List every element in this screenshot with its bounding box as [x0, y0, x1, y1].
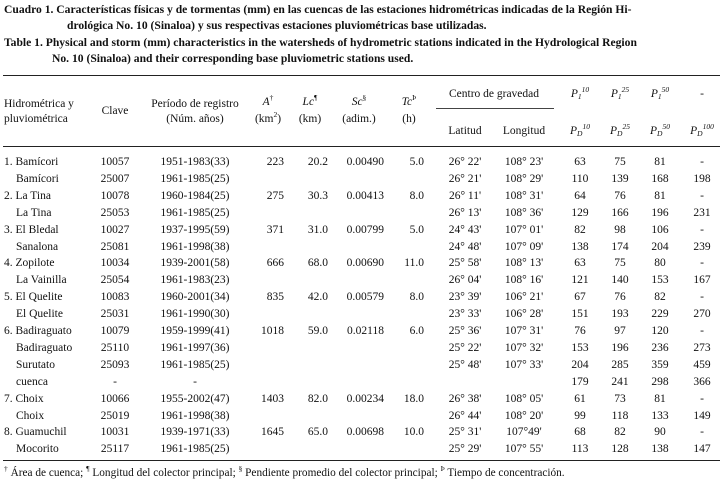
cell-clave: 25019: [100, 410, 130, 422]
cell-lon: 107° 33': [504, 359, 544, 371]
cell-area: 275: [266, 190, 284, 202]
cell-p10: 82: [574, 224, 586, 236]
cell-lat: 24° 48': [448, 241, 482, 253]
cell-tc: 18.0: [403, 393, 424, 405]
cell-area: 1018: [261, 325, 284, 337]
cell-p100: 270: [693, 308, 711, 320]
table-footnote: [4, 464, 565, 479]
cell-p10: 113: [571, 443, 589, 455]
header-periodo-1: Período de registro: [151, 98, 239, 110]
cell-p100: -: [700, 291, 704, 303]
cell-tc: 8.0: [409, 190, 424, 202]
cell-clave: 25053: [100, 207, 130, 219]
caption-en-line-1: Table 1. Physical and storm (mm) characteristics in the watersheds of hydrometric stations indicated in the Hydrological Region: [4, 36, 637, 49]
cell-sc: 0.00579: [346, 291, 384, 303]
cell-lon: 107° 09': [504, 241, 544, 253]
cell-p25: 174: [611, 241, 629, 253]
cell-station: Choix: [16, 410, 45, 422]
header-bottom-rule: [3, 146, 720, 147]
cell-lat: 26° 22': [448, 156, 482, 168]
cell-p10: 68: [574, 426, 586, 438]
cell-periodo: 1951-1983(33): [160, 156, 230, 168]
cell-station: Sanalona: [16, 241, 59, 253]
cell-lat: 25° 31': [448, 426, 482, 438]
cell-p10: 99: [574, 410, 586, 422]
cell-periodo: 1939-2001(58): [160, 257, 230, 269]
cell-lon: 108° 31': [504, 190, 544, 202]
cell-station: 8. Guamuchil: [4, 426, 67, 438]
cell-p10: 67: [574, 291, 586, 303]
cell-area: 835: [266, 291, 284, 303]
cell-lon: 106° 21': [504, 291, 544, 303]
cell-sc: 0.00490: [346, 156, 384, 168]
cell-station: Bamícori: [16, 173, 59, 185]
cell-p50: 81: [654, 393, 666, 405]
header-centro-gravedad: Centro de gravedad: [448, 88, 540, 100]
cell-clave: 10079: [100, 325, 130, 337]
caption-spanish: [4, 2, 720, 34]
cell-p25: 140: [611, 274, 629, 286]
cell-lon: 108° 20': [504, 410, 544, 422]
cell-area: 371: [266, 224, 284, 236]
cell-p25: 166: [611, 207, 629, 219]
cell-periodo: 1961-1998(38): [160, 241, 230, 253]
cell-lon: 108° 23': [504, 156, 544, 168]
header-lc: Lc¶: [302, 93, 318, 108]
cell-lat: 26° 11': [448, 190, 482, 202]
cell-clave: 10034: [100, 257, 130, 269]
header-station-1: Hidrométrica y: [4, 98, 74, 110]
cell-lc: 82.0: [307, 393, 328, 405]
header-area: A†: [262, 93, 274, 108]
cell-clave: 25093: [100, 359, 130, 371]
cell-p10: 76: [574, 325, 586, 337]
cell-lat: 25° 58': [448, 257, 482, 269]
cell-clave: 25081: [100, 241, 130, 253]
cell-station: La Tina: [16, 207, 52, 219]
cell-clave: 10031: [100, 426, 130, 438]
cell-area: 666: [266, 257, 284, 269]
cell-p100: -: [700, 190, 704, 202]
cell-p50: 138: [651, 443, 669, 455]
cell-p25: 82: [614, 426, 626, 438]
cell-area: 223: [266, 156, 284, 168]
footnote-symbol-tc: Þ: [440, 464, 445, 473]
cell-tc: 11.0: [404, 257, 424, 269]
cell-p50: 168: [651, 173, 669, 185]
header-p1-100-dash: -: [700, 88, 704, 100]
cell-p50: 90: [654, 426, 666, 438]
cell-periodo: 1961-1985(25): [160, 173, 230, 185]
cell-area: 1403: [261, 393, 284, 405]
cell-p25: 128: [611, 443, 629, 455]
cell-p50: 82: [654, 291, 666, 303]
cell-clave: 25007: [100, 173, 130, 185]
cell-station: Surutato: [16, 359, 55, 371]
cell-p10: 61: [574, 393, 586, 405]
cell-periodo: 1955-2002(47): [160, 393, 230, 405]
header-lc-unit: (km): [298, 113, 322, 125]
cell-p50: 236: [651, 342, 669, 354]
cell-clave: 25054: [100, 274, 130, 286]
cell-p50: 81: [654, 156, 666, 168]
footnote-area: Área de cuenca;: [7, 467, 87, 479]
cell-p10: 138: [571, 241, 589, 253]
cell-p100: -: [700, 257, 704, 269]
header-station-2: pluviométrica: [4, 113, 68, 125]
header-p1-25: $P_1^{25}$: [610, 85, 630, 101]
cell-lat: 24° 43': [448, 224, 482, 236]
cell-p100: 198: [693, 173, 711, 185]
cell-clave: 10078: [100, 190, 130, 202]
caption-es-line-1: Cuadro 1. Características físicas y de tormentas (mm) en las cuencas de las estaciones hidrométricas indicadas de la Región Hi-: [4, 3, 632, 16]
cell-station: El Quelite: [16, 308, 63, 320]
cell-p25: 285: [611, 359, 629, 371]
cell-clave: 10083: [100, 291, 130, 303]
cell-lat: 26° 21': [448, 173, 482, 185]
cell-p100: -: [700, 325, 704, 337]
cell-p50: 106: [651, 224, 669, 236]
header-pd-25: $P_D^{25}$: [610, 122, 630, 138]
cell-lon: 107° 32': [504, 342, 544, 354]
cell-p10: 153: [571, 342, 589, 354]
cell-p100: 147: [693, 443, 711, 455]
cell-p50: 359: [651, 359, 669, 371]
header-pd-10: $P_D^{10}$: [570, 122, 590, 138]
header-area-unit: $(km^2)$: [254, 110, 282, 125]
cell-p50: 196: [651, 207, 669, 219]
cell-p100: 273: [693, 342, 711, 354]
cell-station: Mocorito: [16, 443, 59, 455]
cell-p50: 81: [654, 190, 666, 202]
header-pd-100: $P_D^{100}$: [690, 122, 714, 138]
header-longitud: Longitud: [502, 125, 546, 137]
cell-lat: 26° 04': [448, 274, 482, 286]
cell-periodo: -: [193, 376, 197, 388]
cell-periodo: 1961-1998(38): [160, 410, 230, 422]
cell-station: 6. Badiraguato: [4, 325, 72, 337]
cell-p50: 204: [651, 241, 669, 253]
cell-lc: 68.0: [307, 257, 328, 269]
cell-lat: 26° 38': [448, 393, 482, 405]
header-centro-rule: [436, 108, 554, 109]
cell-p10: 121: [571, 274, 589, 286]
cell-p100: -: [700, 224, 704, 236]
cell-p10: 179: [571, 376, 589, 388]
cell-lon: 107° 01': [504, 224, 544, 236]
header-periodo-2: (Núm. años): [166, 113, 224, 125]
cell-p25: 76: [614, 190, 626, 202]
cell-lon: 108° 05': [504, 393, 544, 405]
cell-periodo: 1939-1971(33): [160, 426, 230, 438]
footnote-symbol-sc: §: [238, 464, 243, 473]
caption-en-line-2: No. 10 (Sinaloa) and their corresponding base pluviometric stations used.: [52, 52, 414, 65]
cell-lat: 26° 44': [448, 410, 482, 422]
cell-p25: 98: [614, 224, 626, 236]
cell-sc: 0.00413: [346, 190, 384, 202]
header-sc: Sc§: [351, 93, 367, 108]
cell-periodo: 1961-1985(25): [160, 207, 230, 219]
header-sc-unit: (adim.): [342, 113, 376, 125]
cell-area: 1645: [261, 426, 284, 438]
cell-sc: 0.02118: [347, 325, 384, 337]
cell-tc: 10.0: [403, 426, 424, 438]
cell-p25: 76: [614, 291, 626, 303]
cell-p100: -: [700, 156, 704, 168]
header-p1-10: $P_1^{10}$: [570, 85, 590, 101]
cell-p100: -: [700, 426, 704, 438]
cell-station: 7. Choix: [4, 393, 44, 405]
footnote-sc: Pendiente promedio del colector principal;: [242, 467, 441, 479]
cell-lat: 25° 36': [448, 325, 482, 337]
cell-tc: 8.0: [409, 291, 424, 303]
cell-p25: 118: [611, 410, 629, 422]
cell-lat: 26° 13': [448, 207, 482, 219]
cell-clave: 25031: [100, 308, 130, 320]
cell-sc: 0.00234: [346, 393, 384, 405]
footnote-tc: Tiempo de concentración.: [444, 467, 565, 479]
footnote-symbol-lc: ¶: [86, 464, 90, 473]
header-tc-unit: (h): [402, 113, 416, 125]
header-p1-50: $P_1^{50}$: [650, 85, 670, 101]
cell-p25: 75: [614, 156, 626, 168]
cell-p25: 193: [611, 308, 629, 320]
cell-p100: 231: [693, 207, 711, 219]
cell-periodo: 1961-1985(25): [160, 359, 230, 371]
cell-lon: 108° 16': [504, 274, 544, 286]
cell-lon: 107° 31': [504, 325, 544, 337]
cell-periodo: 1961-1985(25): [160, 443, 230, 455]
cell-clave: 10066: [100, 393, 130, 405]
header-latitud: Latitud: [448, 125, 482, 137]
cell-clave: 10057: [100, 156, 130, 168]
cell-p100: -: [700, 393, 704, 405]
cell-p10: 64: [574, 190, 586, 202]
cell-periodo: 1961-1997(36): [160, 342, 230, 354]
cell-sc: 0.00690: [346, 257, 384, 269]
cell-station: 2. La Tina: [4, 190, 51, 202]
cell-p100: 149: [693, 410, 711, 422]
footnote-lc: Longitud del colector principal;: [89, 467, 239, 479]
cell-lc: 30.3: [307, 190, 328, 202]
cell-clave: -: [113, 376, 117, 388]
cell-p100: 239: [693, 241, 711, 253]
cell-lon: 107° 55': [504, 443, 544, 455]
table-top-rule: [3, 75, 720, 76]
cell-periodo: 1960-2001(34): [160, 291, 230, 303]
header-tc: $Tc^Þ$: [401, 93, 417, 108]
cell-p50: 80: [654, 257, 666, 269]
cell-p10: 110: [571, 173, 589, 185]
cell-sc: 0.00698: [346, 426, 384, 438]
cell-lon: 108° 36': [504, 207, 544, 219]
cell-lat: 23° 39': [448, 291, 482, 303]
cell-p25: 139: [611, 173, 629, 185]
header-clave: Clave: [101, 105, 129, 117]
cell-p50: 120: [651, 325, 669, 337]
cell-periodo: 1960-1984(25): [160, 190, 230, 202]
cell-p10: 151: [571, 308, 589, 320]
header-pd-50: $P_D^{50}$: [650, 122, 670, 138]
cell-tc: 5.0: [409, 224, 424, 236]
cell-p25: 73: [614, 393, 626, 405]
cell-station: 3. El Bledal: [4, 224, 59, 236]
cell-lc: 65.0: [307, 426, 328, 438]
cell-p100: 459: [693, 359, 711, 371]
cell-tc: 5.0: [409, 156, 424, 168]
cell-station: 4. Zopilote: [4, 257, 55, 269]
cell-station: Badiraguato: [16, 342, 73, 354]
cell-lon: 108° 13': [504, 257, 544, 269]
cell-lon: 106° 28': [504, 308, 544, 320]
cell-station: La Vainilla: [16, 274, 67, 286]
cell-p25: 75: [614, 257, 626, 269]
footnote-symbol-area: †: [4, 464, 8, 473]
cell-p10: 129: [571, 207, 589, 219]
cell-clave: 25110: [100, 342, 130, 354]
cell-clave: 25117: [100, 443, 130, 455]
cell-lat: 25° 22': [448, 342, 482, 354]
cell-p50: 229: [651, 308, 669, 320]
cell-lon: 107°49': [506, 426, 542, 438]
caption-english: [4, 35, 720, 67]
cell-p10: 63: [574, 257, 586, 269]
cell-lc: 59.0: [307, 325, 328, 337]
cell-lc: 42.0: [307, 291, 328, 303]
cell-lat: 25° 48': [448, 359, 482, 371]
cell-lat: 25° 29': [448, 443, 482, 455]
cell-lc: 20.2: [307, 156, 328, 168]
cell-p50: 153: [651, 274, 669, 286]
cell-p50: 298: [651, 376, 669, 388]
cell-lat: 23° 33': [448, 308, 482, 320]
cell-p10: 63: [574, 156, 586, 168]
cell-periodo: 1961-1983(23): [160, 274, 230, 286]
cell-p10: 204: [571, 359, 589, 371]
cell-p25: 241: [611, 376, 629, 388]
cell-p25: 97: [614, 325, 626, 337]
caption-es-line-2: drológica No. 10 (Sinaloa) y sus respectivas estaciones pluviométricas base utilizadas.: [67, 19, 487, 32]
cell-station: cuenca: [16, 376, 48, 388]
cell-tc: 6.0: [409, 325, 424, 337]
cell-clave: 10027: [100, 224, 130, 236]
table-bottom-rule: [3, 460, 720, 461]
cell-lc: 31.0: [307, 224, 328, 236]
cell-p100: 167: [693, 274, 711, 286]
cell-periodo: 1959-1999(41): [160, 325, 230, 337]
cell-station: 1. Bamícori: [4, 156, 59, 168]
cell-periodo: 1937-1995(59): [160, 224, 230, 236]
cell-p25: 196: [611, 342, 629, 354]
cell-p50: 133: [651, 410, 669, 422]
cell-station: 5. El Quelite: [4, 291, 63, 303]
cell-periodo: 1961-1990(30): [160, 308, 230, 320]
cell-lon: 108° 29': [504, 173, 544, 185]
cell-sc: 0.00799: [346, 224, 384, 236]
cell-p100: 366: [693, 376, 711, 388]
